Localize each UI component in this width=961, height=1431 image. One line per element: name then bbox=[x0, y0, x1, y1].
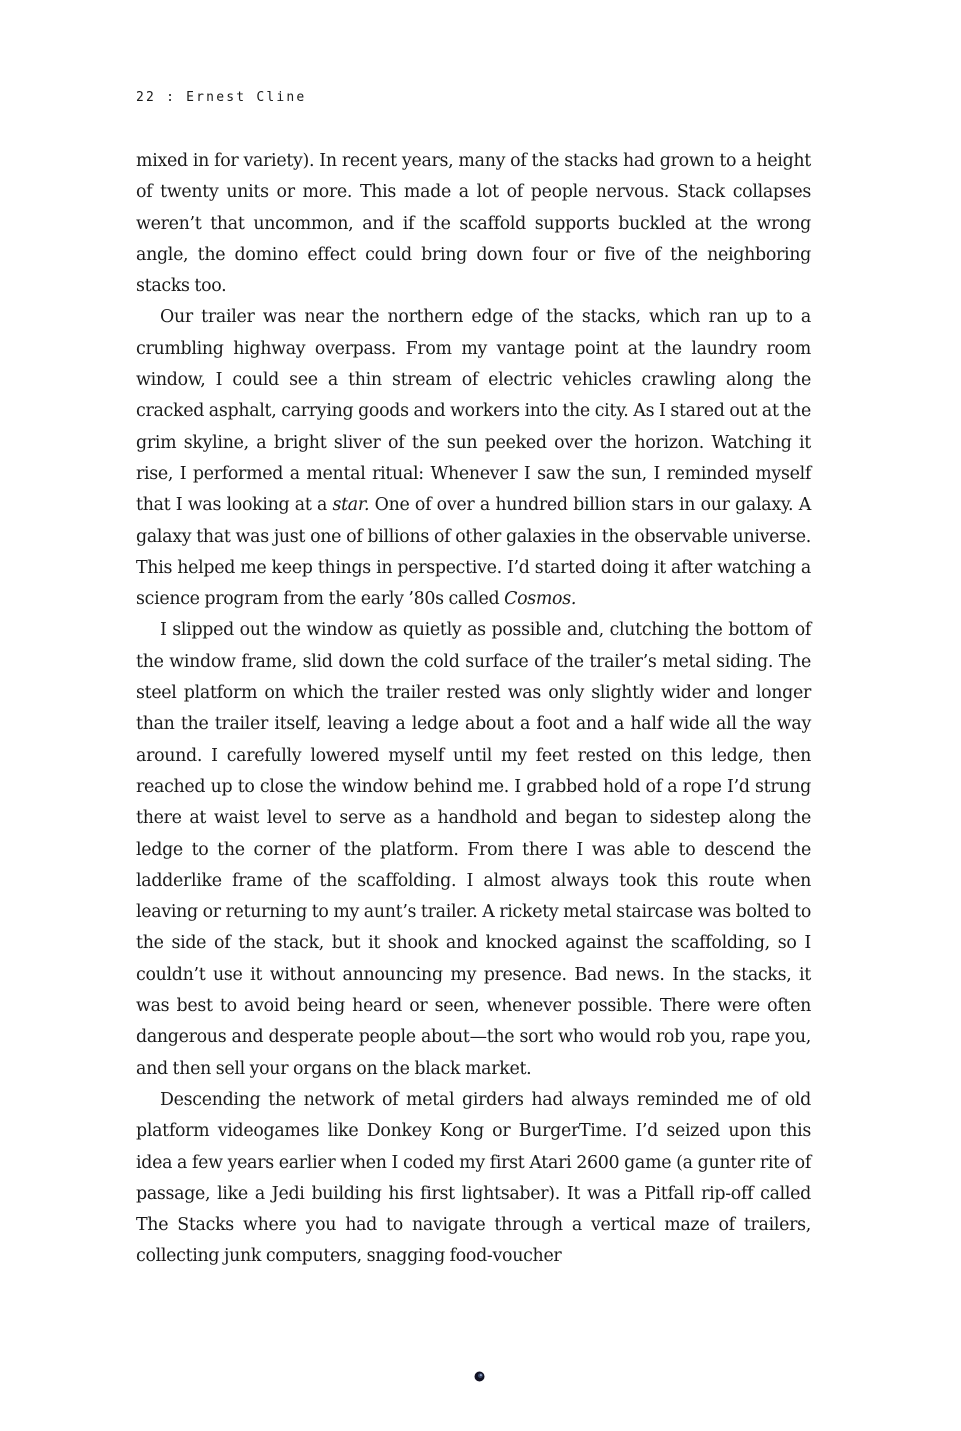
running-head: 22 : Ernest Cline bbox=[136, 90, 307, 105]
paragraph-text: mixed in for variety). In recent years, many of the stacks had grown to a height of twenty units or more. This made a lot of people nervous. Stack collapses weren’t that uncommon, and if the scaffold supports buckled at the wrong angle, the domino effect could bring down four or five of the neighboring stacks too. bbox=[136, 151, 811, 297]
paragraph-text: One of over a hundred billion stars in our galaxy. A galaxy that was just one of billions of other galaxies in the observable universe. This helped me keep things in perspective. I’d started doing it after watching a science program from the early ’80s called bbox=[136, 495, 811, 610]
paragraph-text: Descending the network of metal girders had always reminded me of old platform videogames like Donkey Kong or BurgerTime. I’d seized upon this idea a few years earlier when I coded my first Atari 2600 game (a gunter rite of passage, like a Jedi building his first lightsaber). It was a Pitfall rip-off called The Stacks where you had to navigate through a vertical maze of trailers, collecting junk computers, snagging food-voucher bbox=[136, 1089, 811, 1267]
italic-text: Cosmos. bbox=[504, 589, 577, 610]
paragraph-text: Our trailer was near the northern edge of the stacks, which ran up to a crumbling highway overpass. From my vantage point at the laundry room window, I could see a thin stream of electric vehicles crawling along the cracked asphalt, carrying goods and workers into the city. As I stared out at the grim skyline, a bright sliver of the sun peeked over the horizon. Watching it rise, I performed a mental ritual: Whenever I saw the sun, I reminded myself that I was looking at a bbox=[136, 307, 811, 516]
paragraph bbox=[136, 146, 811, 302]
paragraph bbox=[136, 302, 811, 615]
paragraph-text: I slipped out the window as quietly as possible and, clutching the bottom of the window frame, slid down the cold surface of the trailer’s metal siding. The steel platform on which the trailer rested was only slightly wider and longer than the trailer itself, leaving a ledge about a foot and a half wide all the way around. I carefully lowered myself until my feet rested on this ledge, then reached up to close the window behind me. I grabbed hold of a rope I’d strung there at waist level to serve as a handhold and began to sidestep along the ledge to the corner of the platform. From there I was able to descend the ladderlike frame of the scaffolding. I almost always took this route when leaving or returning to my aunt’s trailer. A rickety metal staircase was bolted to the side of the stack, but it shook and knocked against the scaffolding, so I couldn’t use it without announcing my presence. Bad news. In the stacks, it was best to avoid being heard or seen, whenever possible. There were often dangerous and desperate people about—the sort who would rob you, rape you, and then sell your organs on the black market. bbox=[136, 620, 811, 1079]
italic-text: star. bbox=[332, 495, 370, 516]
paragraph bbox=[136, 615, 811, 1084]
body-text bbox=[136, 146, 811, 1273]
paragraph bbox=[136, 1085, 811, 1273]
bullet-ornament-icon bbox=[474, 1371, 485, 1382]
